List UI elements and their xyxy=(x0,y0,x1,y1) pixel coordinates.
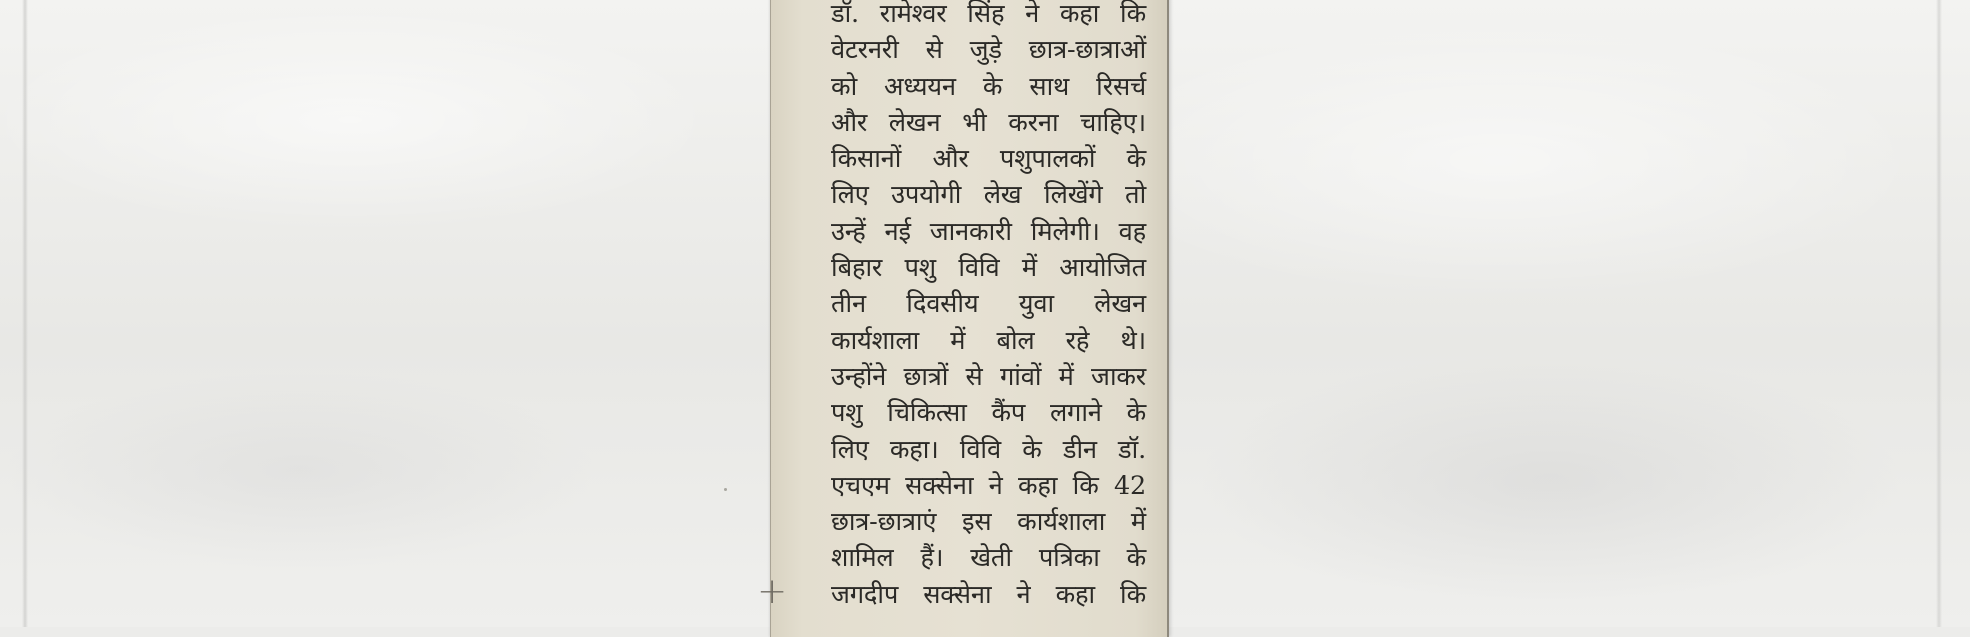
article-line: पशु चिकित्सा कैंप लगाने के xyxy=(831,398,1146,429)
article-line: छात्र-छात्राएं इस कार्यशाला में xyxy=(831,507,1146,538)
article-line: तीन दिवसीय युवा लेखन xyxy=(831,289,1146,320)
page-right-edge xyxy=(1936,0,1942,627)
article-line: बिहार पशु विवि में आयोजित xyxy=(831,253,1146,284)
article-line: शामिल हैं। खेती पत्रिका के xyxy=(831,543,1146,574)
article-line: उन्हें नई जानकारी मिलेगी। वह xyxy=(831,216,1146,247)
newspaper-clipping xyxy=(770,0,1169,637)
article-line: को अध्ययन के साथ रिसर्च xyxy=(831,71,1146,102)
article-line: उन्होंने छात्रों से गांवों में जाकर xyxy=(831,361,1146,392)
article-line: और लेखन भी करना चाहिए। xyxy=(831,107,1146,138)
article-line: किसानों और पशुपालकों के xyxy=(831,144,1146,175)
article-column xyxy=(831,0,1146,613)
article-line: लिए कहा। विवि के डीन डॉ. xyxy=(831,434,1146,465)
page-left-edge xyxy=(22,0,28,627)
crop-mark: + xyxy=(757,571,788,612)
article-line: डॉ. रामेश्वर सिंह ने कहा कि xyxy=(831,0,1146,29)
article-line: एचएम सक्सेना ने कहा कि 42 xyxy=(831,470,1146,501)
article-line: जगदीप सक्सेना ने कहा कि xyxy=(831,579,1146,610)
article-line: लिए उपयोगी लेख लिखेंगे तो xyxy=(831,180,1146,211)
article-line: वेटरनरी से जुड़े छात्र-छात्राओं xyxy=(831,35,1146,66)
article-line: कार्यशाला में बोल रहे थे। xyxy=(831,325,1146,356)
speck xyxy=(724,488,727,491)
